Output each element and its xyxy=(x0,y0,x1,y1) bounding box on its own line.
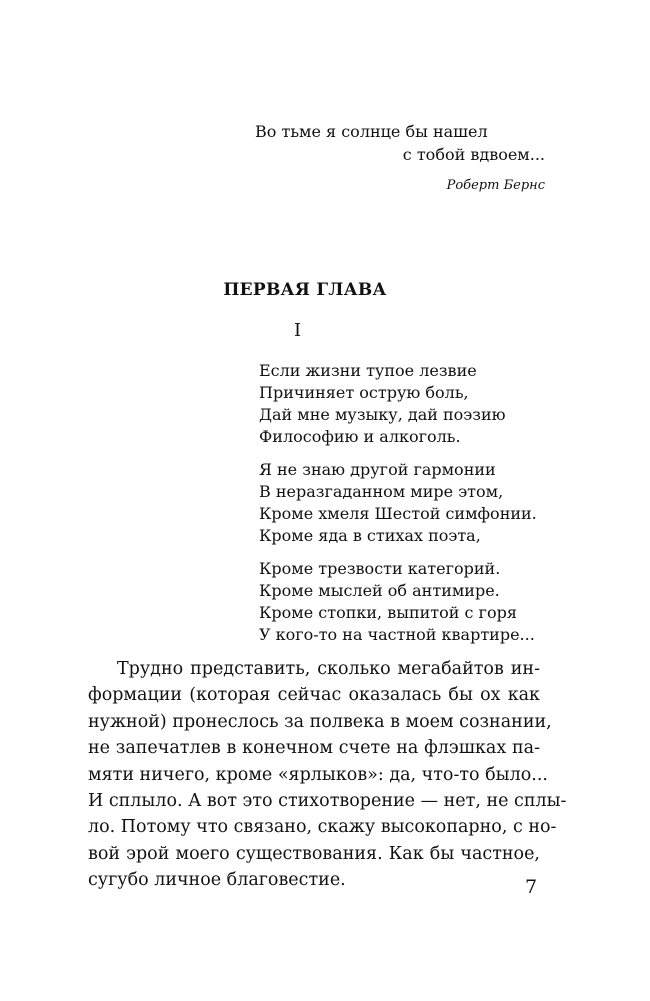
paragraph-line: Трудно представить, сколько мегабайтов ин- xyxy=(117,659,540,679)
chapter-title: ПЕРВАЯ ГЛАВА xyxy=(223,280,387,300)
poem-line: В неразгаданном мире этом, xyxy=(259,482,504,501)
page-number: 7 xyxy=(525,876,538,898)
epigraph xyxy=(255,120,545,197)
epigraph-line: Во тьме я солнце бы нашел xyxy=(255,122,488,141)
poem-line: Причиняет острую боль, xyxy=(259,383,469,402)
poem xyxy=(259,360,559,657)
paragraph-line: нужной) пронеслось за полвека в моем сознании, xyxy=(88,711,552,732)
poem-line: Кроме стопки, выпитой с горя xyxy=(259,603,517,622)
paragraph-line: ло. Потому что связано, скажу высокопарно, с но- xyxy=(88,817,557,838)
paragraph-line: формации (которая сейчас оказалась бы ох как xyxy=(88,685,540,706)
section-number: I xyxy=(294,320,302,341)
epigraph-author: Роберт Бернс xyxy=(446,178,545,193)
paragraph-line: И сплыло. А вот это стихотворение — нет, не сплы- xyxy=(88,791,567,812)
poem-line: Кроме мыслей об антимире. xyxy=(259,581,500,600)
poem-line: Если жизни тупое лезвие xyxy=(259,361,477,380)
poem-line: Дай мне музыку, дай поэзию xyxy=(259,405,506,424)
epigraph-line: с тобой вдвоем... xyxy=(402,145,545,164)
paragraph-line: мяти ничего, кроме «ярлыков»: да, что-то было... xyxy=(88,764,548,785)
poem-line: У кого-то на частной квартире... xyxy=(259,625,535,644)
poem-stanza xyxy=(259,558,559,646)
poem-line: Я не знаю другой гармонии xyxy=(259,460,496,479)
poem-stanza xyxy=(259,459,559,547)
paragraph-line: вой эрой моего существования. Как бы частное, xyxy=(88,843,540,864)
poem-stanza xyxy=(259,360,559,448)
paragraph-line: не запечатлев в конечном счете на флэшках па- xyxy=(88,738,540,759)
poem-line: Кроме хмеля Шестой симфонии. xyxy=(259,504,537,523)
paragraph-line: сугубо личное благовестие. xyxy=(88,870,346,891)
poem-line: Философию и алкоголь. xyxy=(259,427,461,446)
poem-line: Кроме трезвости категорий. xyxy=(259,559,501,578)
body-paragraph xyxy=(88,656,567,894)
poem-line: Кроме яда в стихах поэта, xyxy=(259,526,481,545)
